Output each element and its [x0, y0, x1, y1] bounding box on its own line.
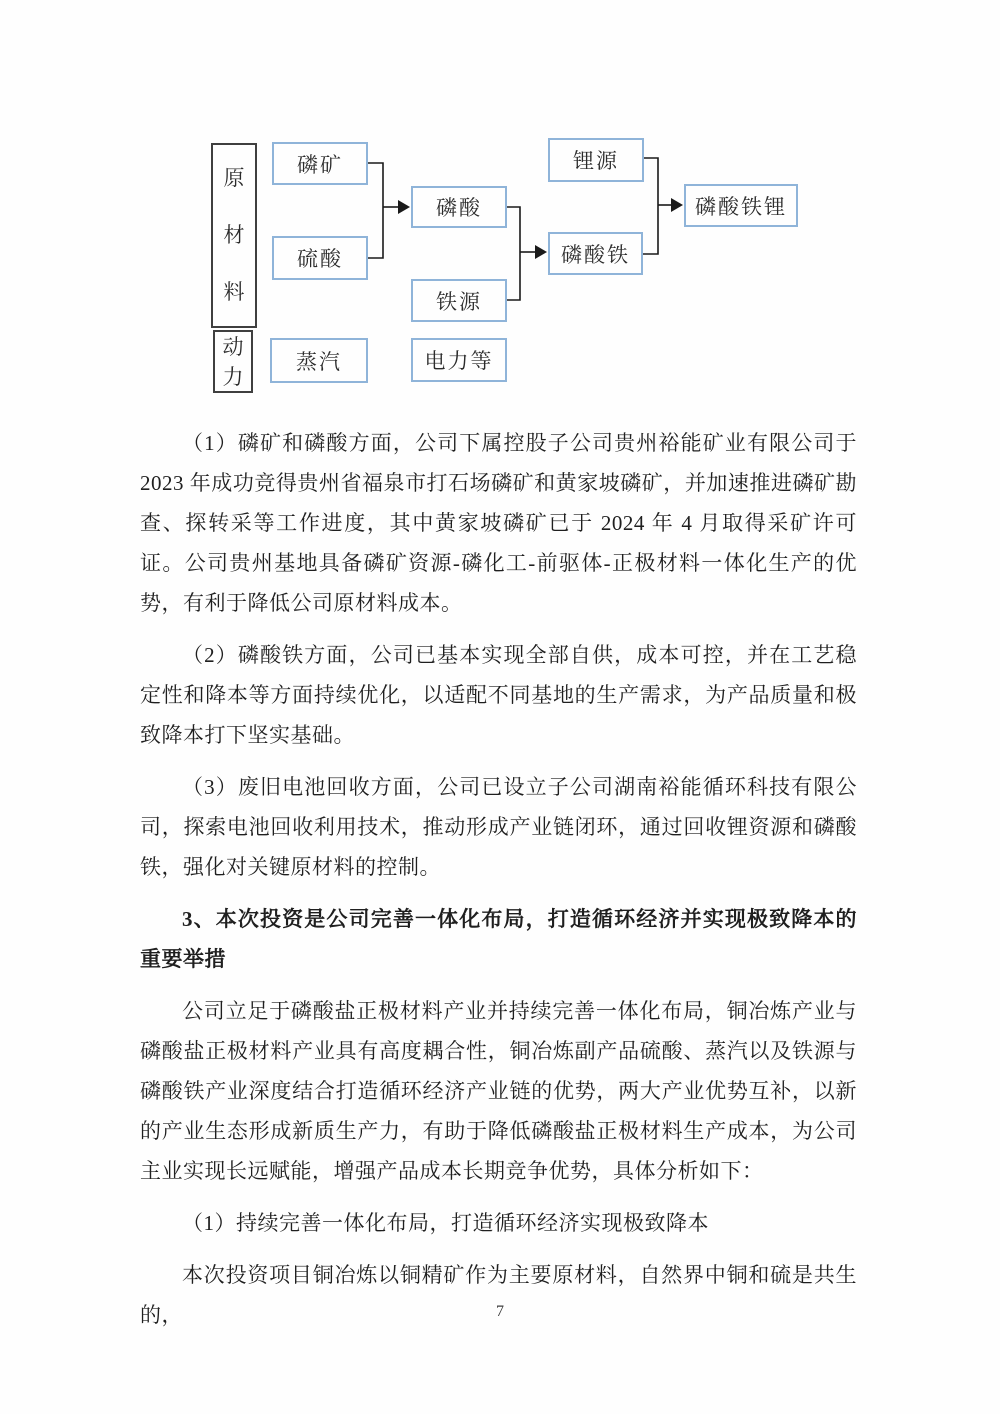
paragraph-6: 本次投资项目铜冶炼以铜精矿作为主要原材料，自然界中铜和硫是共生的， — [140, 1263, 857, 1327]
paragraph-3: （3）废旧电池回收方面，公司已设立子公司湖南裕能循环科技有限公司，探索电池回收利用技术，推动形成产业链闭环，通过回收锂资源和磷酸铁，强化对关键原材料的控制。 — [140, 775, 857, 879]
node-lithium-iron-phosphate-label: 磷酸铁锂 — [695, 194, 787, 219]
node-raw-materials-label: 原材料 — [223, 166, 245, 304]
node-steam-label: 蒸汽 — [296, 349, 342, 374]
node-phosphoric-acid — [411, 186, 507, 228]
node-sulfuric-acid-label: 硫酸 — [297, 247, 343, 271]
body-text — [140, 423, 857, 1347]
node-phosphate-ore — [272, 142, 368, 185]
process-flow-diagram — [0, 0, 1000, 415]
node-power-label: 动力 — [222, 334, 244, 389]
paragraph-2: （2）磷酸铁方面，公司已基本实现全部自供，成本可控，并在工艺稳定性和降本等方面持续优化，以适配不同基地的生产需求，为产品质量和极致降本打下坚实基础。 — [140, 643, 857, 747]
node-electricity-label: 电力等 — [424, 349, 494, 373]
node-phosphate-ore-label: 磷矿 — [297, 152, 343, 177]
node-steam — [270, 338, 368, 383]
node-iron-source-label: 铁源 — [436, 289, 482, 314]
section-heading-3: 3、本次投资是公司完善一体化布局，打造循环经济并实现极致降本的重要举措 — [140, 907, 857, 971]
node-phosphoric-acid-label: 磷酸 — [436, 196, 482, 220]
node-iron-phosphate-label: 磷酸铁 — [561, 242, 630, 267]
node-raw-materials — [211, 143, 257, 328]
node-lithium-iron-phosphate — [684, 184, 798, 227]
node-power — [213, 330, 253, 393]
node-iron-phosphate — [548, 232, 643, 275]
node-sulfuric-acid — [272, 236, 368, 280]
page-number: 7 — [496, 1303, 504, 1320]
paragraph-1: （1）磷矿和磷酸方面，公司下属控股子公司贵州裕能矿业有限公司于 2023 年成功竞得贵州省福泉市打石场磷矿和黄家坡磷矿，并加速推进磷矿勘查、探转采等工作进度，其中黄家坡磷矿已于 2024 年 4 月取得采矿许可证。公司贵州基地具备磷矿资源-磷化工-前驱体-正极材料一体化生产的优势，有利于降低公司原材料成本。 — [140, 431, 857, 615]
node-iron-source — [411, 279, 507, 322]
paragraph-5: （1）持续完善一体化布局，打造循环经济实现极致降本 — [182, 1211, 709, 1235]
paragraph-4: 公司立足于磷酸盐正极材料产业并持续完善一体化布局，铜冶炼产业与磷酸盐正极材料产业具有高度耦合性，铜冶炼副产品硫酸、蒸汽以及铁源与磷酸铁产业深度结合打造循环经济产业链的优势，两大产业优势互补，以新的产业生态形成新质生产力，有助于降低磷酸盐正极材料生产成本，为公司主业实现长远赋能，增强产品成本长期竞争优势，具体分析如下： — [140, 999, 857, 1183]
node-lithium-source-label: 锂源 — [573, 149, 619, 173]
node-lithium-source — [548, 138, 644, 182]
node-electricity — [411, 338, 507, 382]
